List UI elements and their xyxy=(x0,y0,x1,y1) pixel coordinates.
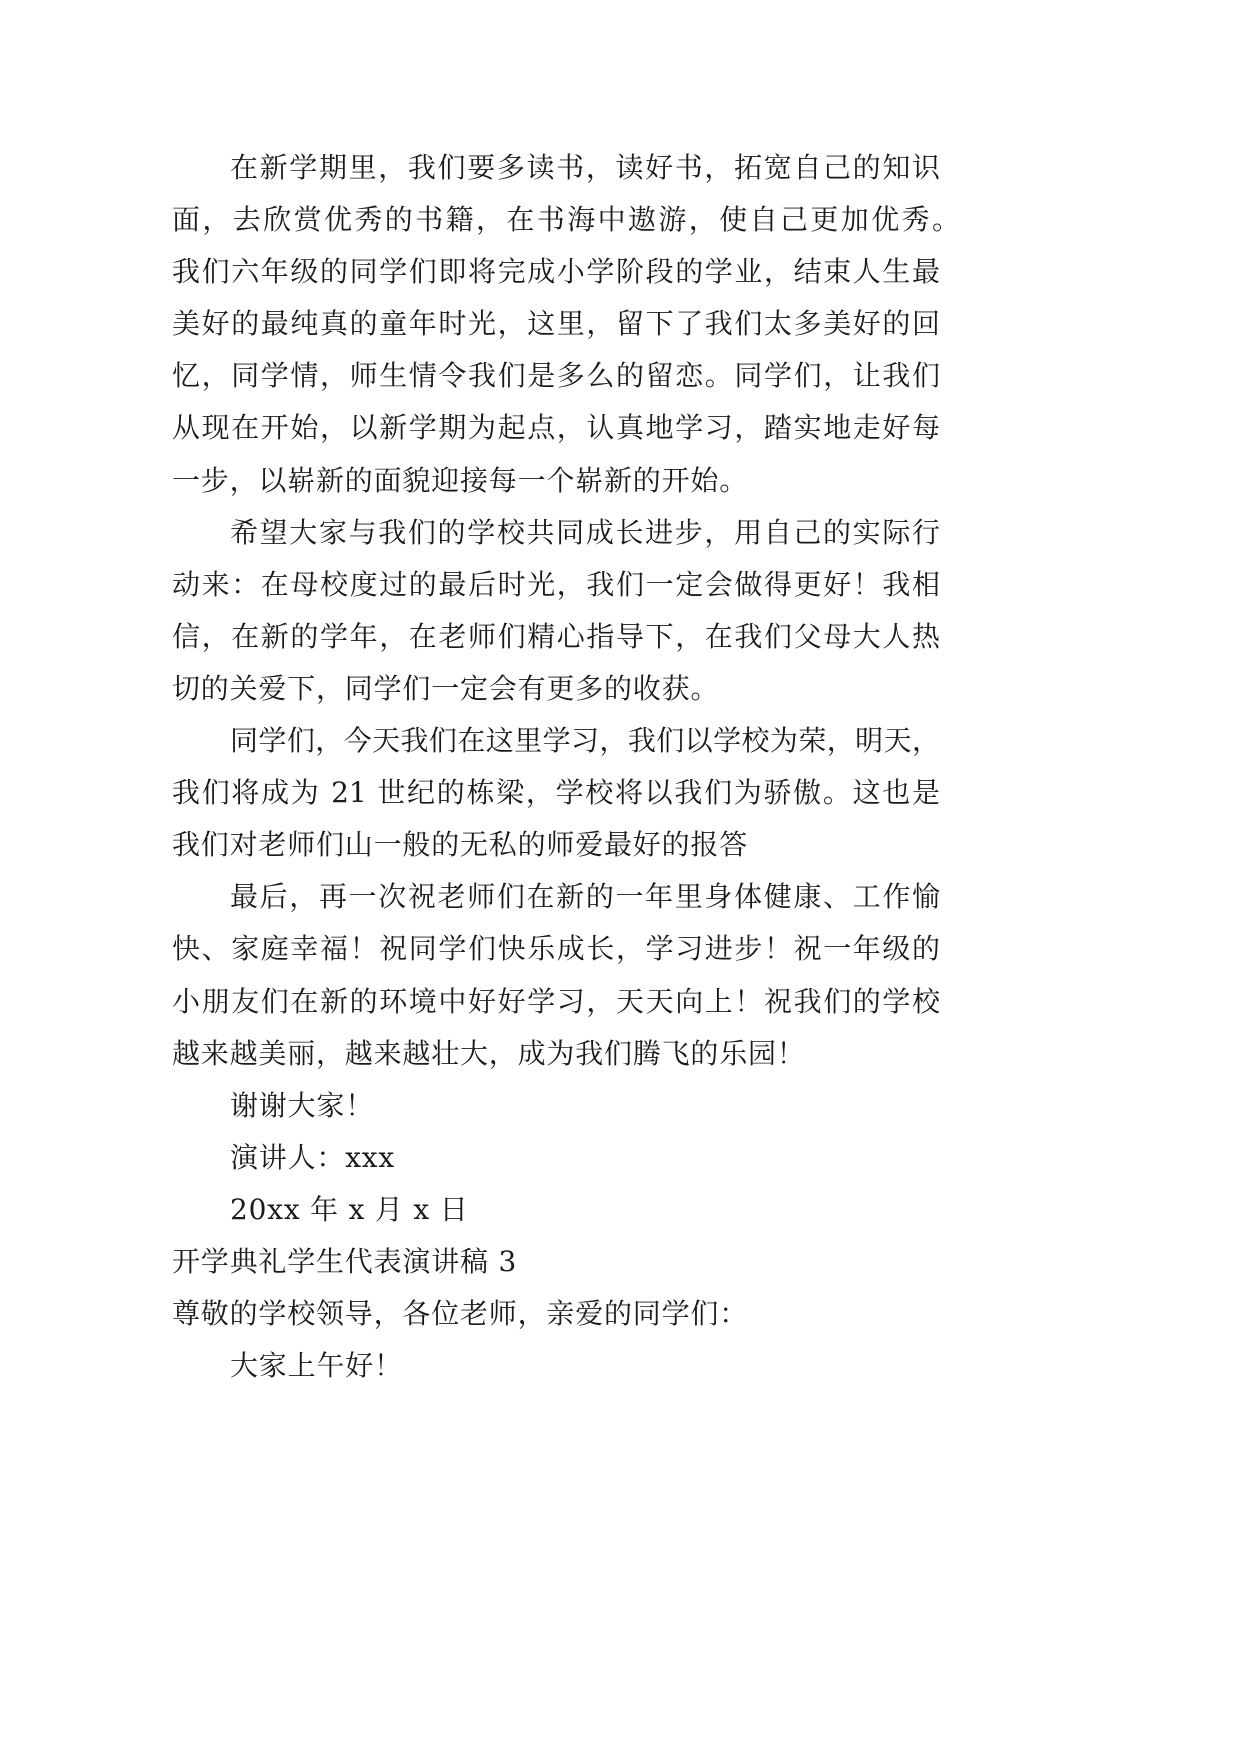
text-line: 从现在开始，以新学期为起点，认真地学习，踏实地走好每 xyxy=(172,411,940,445)
text-line: 在新学期里，我们要多读书，读好书，拓宽自己的知识 xyxy=(230,151,940,184)
text-line: 我们对老师们山一般的无私的师爱最好的报答 xyxy=(172,828,749,862)
text-line: 一步，以崭新的面貌迎接每一个崭新的开始。 xyxy=(172,463,749,497)
salutation: 尊敬的学校领导，各位老师，亲爱的同学们： xyxy=(172,1297,749,1331)
closing-thanks: 谢谢大家！ xyxy=(230,1088,375,1122)
text-line: 信，在新的学年，在老师们精心指导下，在我们父母大人热 xyxy=(172,619,940,653)
text-line: 我们将成为 21 世纪的栋梁，学校将以我们为骄傲。这也是 xyxy=(172,776,940,810)
text-line: 希望大家与我们的学校共同成长进步，用自己的实际行 xyxy=(230,515,940,549)
speaker-signature: 演讲人：xxx xyxy=(230,1140,395,1174)
text-line: 最后，再一次祝老师们在新的一年里身体健康、工作愉 xyxy=(230,880,940,914)
paragraph-reading xyxy=(172,142,960,507)
text-line: 越来越美丽，越来越壮大，成为我们腾飞的乐园！ xyxy=(172,1036,806,1070)
text-line: 小朋友们在新的环境中好好学习，天天向上！祝我们的学校 xyxy=(172,984,940,1018)
paragraph-pride xyxy=(172,715,940,871)
text-line: 我们六年级的同学们即将完成小学阶段的学业，结束人生最 xyxy=(172,255,940,289)
paragraph-wishes xyxy=(172,871,940,1079)
document-body xyxy=(172,142,960,1392)
text-line: 忆，同学情，师生情令我们是多么的留恋。同学们，让我们 xyxy=(172,359,940,393)
text-line: 切的关爱下，同学们一定会有更多的收获。 xyxy=(172,671,720,705)
text-line: 美好的最纯真的童年时光，这里，留下了我们太多美好的回 xyxy=(172,307,940,341)
text-line: 同学们，今天我们在这里学习，我们以学校为荣，明天， xyxy=(230,724,940,758)
greeting: 大家上午好！ xyxy=(230,1349,403,1383)
text-line: 快、家庭幸福！祝同学们快乐成长，学习进步！祝一年级的 xyxy=(172,932,940,966)
section-title: 开学典礼学生代表演讲稿 3 xyxy=(172,1244,518,1278)
speech-date: 20xx 年 x 月 x 日 xyxy=(230,1192,469,1226)
text-line: 面，去欣赏优秀的书籍，在书海中遨游，使自己更加优秀。 xyxy=(172,203,960,237)
text-line: 动来：在母校度过的最后时光，我们一定会做得更好！我相 xyxy=(172,567,940,601)
paragraph-hope xyxy=(172,507,940,715)
